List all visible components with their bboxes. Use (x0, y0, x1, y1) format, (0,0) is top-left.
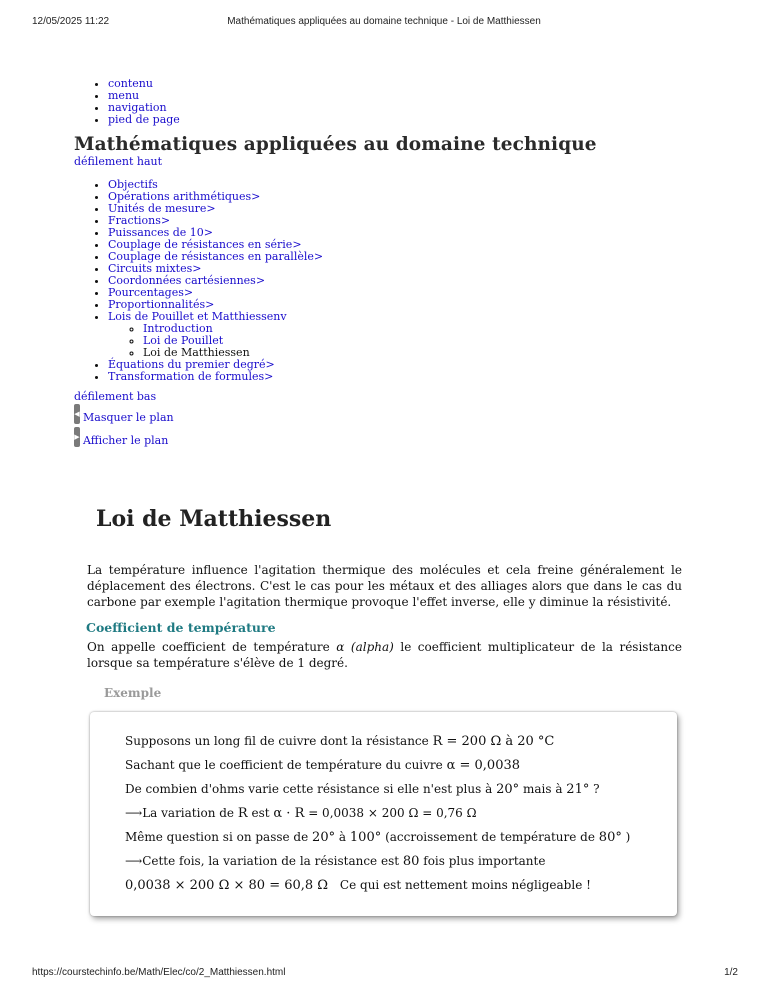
plan-item-equations[interactable]: Équations du premier degré> (108, 358, 275, 371)
example-line-6 (125, 854, 545, 869)
intro-paragraph: La température influence l'agitation thermique des molécules et cela freine généralement le déplacement des électrons. C'est le cas pour les métaux et des alliages alors que dans le cas du carbone par exemple l'agitation thermique provoque l'effet inverse, elle y diminue la résistivité. (87, 563, 682, 609)
plan-item-lois[interactable]: Lois de Pouillet et Matthiessenv (108, 310, 287, 323)
example-line-2-text: Sachant que le coefficient de température du cuivre (125, 758, 443, 772)
example-line-3-b: mais à (522, 782, 563, 796)
print-datetime: 12/05/2025 11:22 (32, 16, 110, 27)
print-doc-title: Mathématiques appliquées au domaine technique - Loi de Matthiessen (227, 16, 541, 27)
plan-subitem-pouillet[interactable]: Loi de Pouillet (143, 334, 224, 347)
hide-plan-button[interactable] (74, 404, 174, 424)
section-title: Coefficient de température (86, 620, 276, 635)
definition-paragraph (87, 639, 682, 671)
definition-text-after: le coefficient multiplicateur de la résistance lorsque sa température s'élève de 1 degré. (87, 640, 682, 670)
plan-item-puissances[interactable]: Puissances de 10> (108, 226, 214, 239)
temp-20b: 20° (312, 830, 336, 845)
page-title: Loi de Matthiessen (96, 506, 332, 532)
example-line-7 (125, 878, 591, 893)
skip-links (108, 78, 180, 126)
plan-item-proportionnalites[interactable]: Proportionnalités> (108, 298, 215, 311)
temp-80: 80° (598, 830, 622, 845)
temp-100: 100° (349, 830, 382, 845)
print-page-number: 1/2 (724, 967, 738, 978)
course-plan (108, 179, 323, 383)
plan-item-parallele[interactable]: Couplage de résistances en parallèle> (108, 250, 324, 263)
plan-item-objectifs[interactable]: Objectifs (108, 178, 158, 191)
show-plan-button[interactable] (74, 427, 168, 447)
collapse-arrow-icon: ◀ (74, 404, 80, 424)
plan-item-fractions[interactable]: Fractions> (108, 214, 171, 227)
plan-subitem-matthiessen: ◦ Loi de Matthiessen (143, 347, 358, 359)
show-plan-label[interactable]: Afficher le plan (83, 434, 169, 447)
factor-80: 80 (402, 854, 420, 869)
example-line-2 (125, 758, 520, 773)
plan-subitem-introduction[interactable]: Introduction (143, 322, 213, 335)
example-line-1 (125, 734, 554, 749)
plan-item-coordonnees[interactable]: Coordonnées cartésiennes> (108, 274, 266, 287)
scroll-top-link[interactable]: défilement haut (74, 155, 163, 168)
alpha-symbol: α (336, 640, 345, 654)
example-line-5-a: Même question si on passe de (125, 830, 309, 844)
plan-item-serie[interactable]: Couplage de résistances en série> (108, 238, 302, 251)
plan-item-operations[interactable]: Opérations arithmétiques> (108, 190, 261, 203)
hide-plan-label[interactable]: Masquer le plan (83, 411, 174, 424)
skip-link-menu[interactable]: menu (108, 89, 140, 102)
print-url: https://courstechinfo.be/Math/Elec/co/2_Matthiessen.html (32, 967, 286, 978)
example-line-1-text: Supposons un long fil de cuivre dont la résistance (125, 734, 429, 748)
plan-item-circuits[interactable]: Circuits mixtes> (108, 262, 202, 275)
skip-link-contenu[interactable]: contenu (108, 77, 153, 90)
skip-link-pied-de-page[interactable]: pied de page (108, 113, 180, 126)
plan-subitems (143, 323, 358, 359)
scroll-bottom-link[interactable]: défilement bas (74, 390, 157, 403)
example-line-5 (125, 830, 630, 845)
example-line-4 (125, 806, 477, 821)
example-label: Exemple (104, 686, 162, 700)
example-line-4-b: est (251, 806, 270, 820)
variation-result: = 0,0038 × 200 Ω = 0,76 Ω (308, 806, 477, 820)
definition-text-before: On appelle coefficient de température (87, 640, 330, 654)
example-line-3-c: ? (593, 782, 600, 796)
example-line-3-a: De combien d'ohms varie cette résistance si elle n'est plus à (125, 782, 493, 796)
example-line-7-text: Ce qui est nettement moins négligeable ! (339, 878, 591, 892)
example-line-5-c: (accroissement de température de (385, 830, 595, 844)
plan-item-transformation[interactable]: Transformation de formules> (108, 370, 274, 383)
r-symbol: R (237, 806, 248, 821)
skip-link-navigation[interactable]: navigation (108, 101, 167, 114)
alpha-name: (alpha) (350, 640, 394, 654)
example-line-4-a: La variation de (142, 806, 235, 820)
example-line-6-b: fois plus importante (423, 854, 546, 868)
expand-arrow-icon: ▶ (74, 427, 80, 447)
resistance-formula: R = 200 Ω à 20 °C (432, 734, 555, 749)
example-line-3 (125, 782, 600, 797)
alpha-times-r: α · R (273, 806, 305, 821)
example-line-6-a: Cette fois, la variation de la résistance est (142, 854, 400, 868)
temp-21: 21° (566, 782, 590, 797)
alpha-formula: α = 0,0038 (446, 758, 521, 773)
arrow-icon-2: ⟶ (125, 854, 143, 868)
temp-20: 20° (496, 782, 520, 797)
result-formula: 0,0038 × 200 Ω × 80 = 60,8 Ω (125, 878, 329, 893)
arrow-icon: ⟶ (125, 806, 143, 820)
site-title: Mathématiques appliquées au domaine technique (74, 134, 597, 155)
example-line-5-b: à (338, 830, 347, 844)
plan-item-pourcentages[interactable]: Pourcentages> (108, 286, 194, 299)
plan-item-unites[interactable]: Unités de mesure> (108, 202, 216, 215)
example-line-5-d: ) (625, 830, 631, 844)
